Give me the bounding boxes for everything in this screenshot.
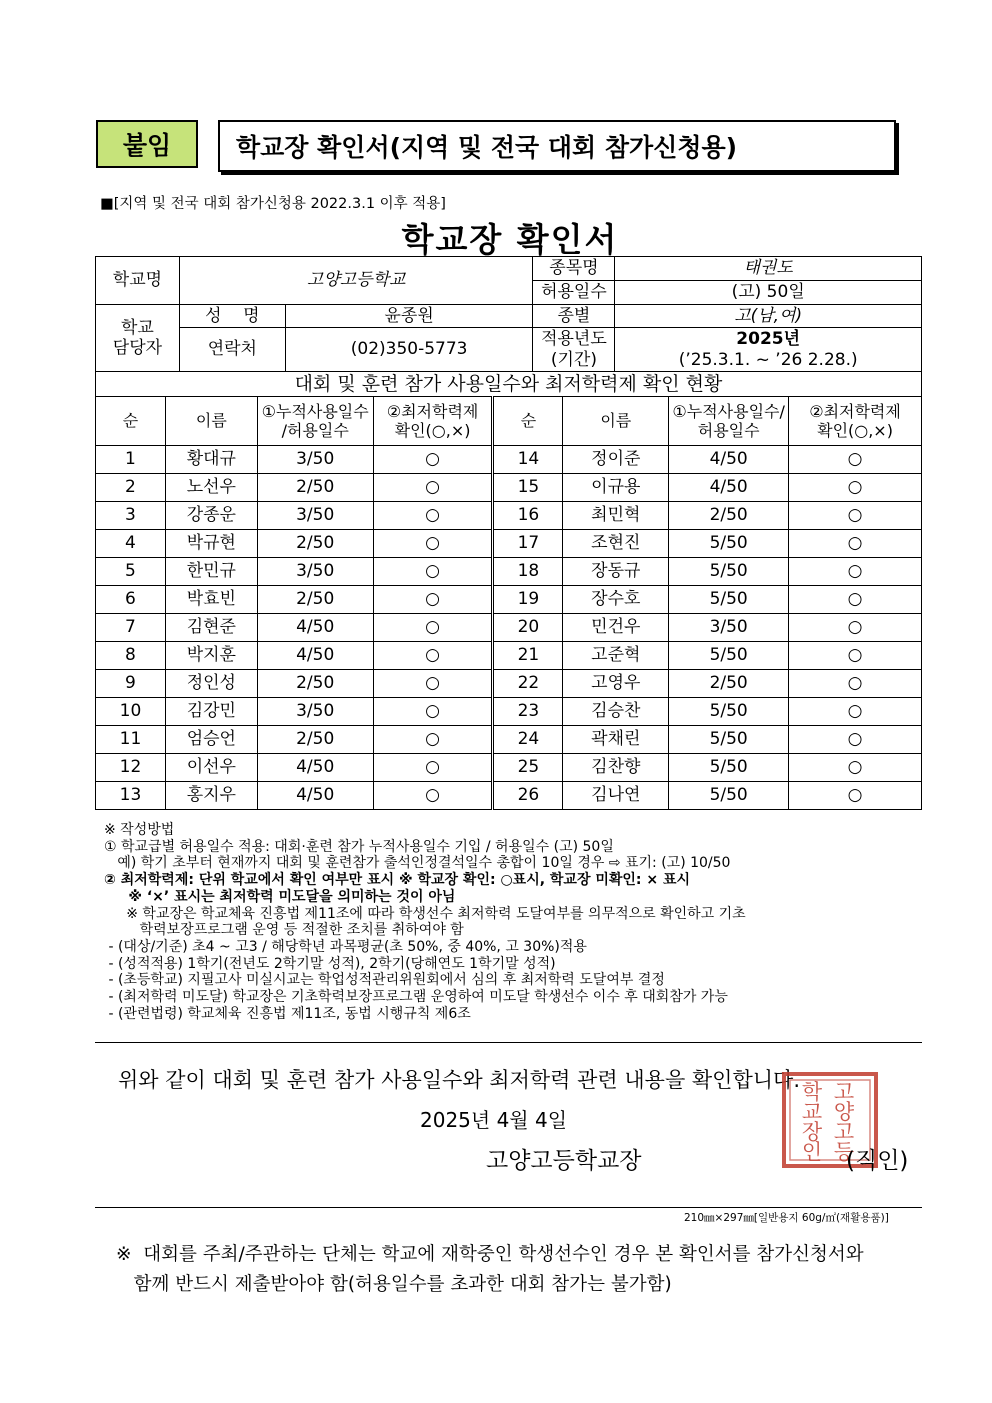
instructions-section	[104, 822, 934, 1022]
row-number: 7	[96, 614, 166, 642]
grade-check: ○	[789, 782, 922, 810]
grade-check: ○	[373, 698, 493, 726]
table-row	[96, 670, 922, 698]
days-used: 4/50	[669, 474, 789, 502]
instruction-line: ※ 작성방법	[104, 822, 175, 838]
instruction-line: - (관련법령) 학교체육 진흥법 제11조, 동법 시행규칙 제6조	[104, 1005, 471, 1022]
instruction-line: ① 학교급별 허용일수 적용: 대회·훈련 참가 누적사용일수 기입 / 허용일수 (고) 50일	[104, 838, 614, 855]
table-row	[96, 782, 922, 810]
col-name-right: 이름	[563, 397, 669, 446]
days-used: 4/50	[257, 642, 373, 670]
seal-character: 양	[833, 1100, 855, 1124]
row-number: 20	[493, 614, 563, 642]
applicability-note: ■[지역 및 전국 대회 참가신청용 2022.3.1 이후 적용]	[100, 196, 446, 212]
days-used: 3/50	[257, 446, 373, 474]
row-number: 11	[96, 726, 166, 754]
contact-label: 연락처	[179, 328, 285, 372]
student-name: 이선우	[165, 754, 257, 782]
table-row	[96, 530, 922, 558]
year-value: 2025년	[736, 329, 801, 350]
school-value: 고양고등학교	[179, 257, 533, 305]
student-name: 박규현	[165, 530, 257, 558]
table-row	[96, 726, 922, 754]
days-used: 2/50	[669, 502, 789, 530]
manager-label: 학교 담당자	[96, 305, 180, 372]
student-name: 정이준	[563, 446, 669, 474]
row-number: 1	[96, 446, 166, 474]
seal-character: 인	[801, 1140, 823, 1164]
grade-check: ○	[373, 726, 493, 754]
col-grade-right: ②최저학력제 확인(○,×)	[789, 397, 922, 446]
days-used: 4/50	[257, 782, 373, 810]
document-heading-box: 학교장 확인서(지역 및 전국 대회 참가신청용)	[218, 120, 896, 172]
footnote-line-2: 함께 반드시 제출받아야 함(허용일수를 초과한 대회 참가는 불가함)	[116, 1274, 672, 1295]
days-used: 2/50	[257, 530, 373, 558]
grade-check: ○	[373, 474, 493, 502]
row-number: 12	[96, 754, 166, 782]
table-row	[96, 474, 922, 502]
row-number: 26	[493, 782, 563, 810]
school-label: 학교명	[96, 257, 180, 305]
type-value: 고(남,여)	[615, 305, 922, 328]
grade-check: ○	[789, 670, 922, 698]
instruction-line: - (최저학력 미도달) 학교장은 기초학력보장프로그램 운영하여 미도달 학생선수 이수 후 대회참가 가능	[104, 989, 728, 1006]
row-number: 6	[96, 586, 166, 614]
row-number: 18	[493, 558, 563, 586]
grade-check: ○	[373, 642, 493, 670]
student-name: 박효빈	[165, 586, 257, 614]
days-used: 2/50	[257, 670, 373, 698]
col-grade-left: ②최저학력제 확인(○,×)	[373, 397, 493, 446]
table-title: 대회 및 훈련 참가 사용일수와 최저학력제 확인 현황	[95, 372, 922, 396]
days-used: 5/50	[669, 726, 789, 754]
row-number: 25	[493, 754, 563, 782]
student-name: 이규용	[563, 474, 669, 502]
table-row	[96, 754, 922, 782]
row-number: 17	[493, 530, 563, 558]
attachment-tag: 붙임	[96, 120, 198, 168]
row-number: 9	[96, 670, 166, 698]
student-name: 정인성	[165, 670, 257, 698]
grade-check: ○	[789, 614, 922, 642]
row-number: 14	[493, 446, 563, 474]
days-used: 5/50	[669, 698, 789, 726]
table-row	[96, 614, 922, 642]
row-number: 13	[96, 782, 166, 810]
table-row	[96, 502, 922, 530]
grade-check: ○	[373, 754, 493, 782]
seal-character: 학	[801, 1080, 823, 1104]
student-name: 한민규	[165, 558, 257, 586]
grade-check: ○	[373, 502, 493, 530]
days-used: 4/50	[669, 446, 789, 474]
student-name: 김강민	[165, 698, 257, 726]
row-number: 15	[493, 474, 563, 502]
divider-bottom	[95, 1207, 922, 1208]
grade-check: ○	[373, 530, 493, 558]
days-used: 3/50	[257, 502, 373, 530]
seal-character: 고	[833, 1080, 855, 1104]
student-name: 황대규	[165, 446, 257, 474]
days-used: 5/50	[669, 586, 789, 614]
student-name: 고준혁	[563, 642, 669, 670]
days-used: 2/50	[669, 670, 789, 698]
days-used: 5/50	[669, 782, 789, 810]
name-label: 성 명	[179, 305, 285, 328]
grade-check: ○	[373, 614, 493, 642]
grade-check: ○	[789, 642, 922, 670]
days-used: 2/50	[257, 586, 373, 614]
grade-check: ○	[789, 502, 922, 530]
instruction-line: ② 최저학력제: 단위 학교에서 확인 여부만 표시 ※ 학교장 확인: ○표시, 학교장 미확인: × 표시	[104, 872, 691, 889]
type-label: 종별	[533, 305, 615, 328]
col-no-left: 순	[96, 397, 166, 446]
row-number: 16	[493, 502, 563, 530]
row-number: 2	[96, 474, 166, 502]
table-row	[96, 642, 922, 670]
seal-character: 장	[801, 1120, 823, 1144]
row-number: 24	[493, 726, 563, 754]
event-value: 태권도	[615, 257, 922, 281]
seal-label: (직인)	[846, 1148, 909, 1174]
grade-check: ○	[373, 782, 493, 810]
seal-character: 고	[833, 1120, 855, 1144]
days-used: 5/50	[669, 754, 789, 782]
contact-value: (02)350-5773	[285, 328, 533, 372]
confirmation-date: 2025년 4월 4일	[420, 1108, 568, 1132]
instruction-line: 예) 학기 초부터 현재까지 대회 및 훈련참가 출석인정결석일수 총합이 10일 경우 ⇨ 표기: (고) 10/50	[104, 855, 731, 872]
divider	[95, 1042, 922, 1043]
instruction-line: 학력보장프로그램 운영 등 적절한 조치를 취하여야 함	[104, 922, 464, 939]
row-number: 22	[493, 670, 563, 698]
period-label: (기간)	[550, 349, 597, 370]
row-number: 10	[96, 698, 166, 726]
table-row	[96, 558, 922, 586]
days-used: 5/50	[669, 558, 789, 586]
paper-spec: 210㎜×297㎜[일반용지 60g/㎡(재활용품)]	[684, 1212, 889, 1224]
row-number: 19	[493, 586, 563, 614]
student-name: 민건우	[563, 614, 669, 642]
instruction-line: - (대상/기준) 초4 ~ 고3 / 해당학년 과목평균(초 50%, 중 40%, 고 30%)적용	[104, 938, 587, 955]
grade-check: ○	[373, 670, 493, 698]
days-used: 5/50	[669, 530, 789, 558]
allowed-value: (고) 50일	[615, 281, 922, 305]
instruction-line: ※ ‘×’ 표시는 최저학력 미도달을 의미하는 것이 아님	[104, 888, 456, 905]
footnote-line-1: ※ 대회를 주최/주관하는 단체는 학교에 재학중인 학생선수인 경우 본 확인서를 참가신청서와	[116, 1244, 864, 1265]
allowed-label: 허용일수	[533, 281, 615, 305]
grade-check: ○	[789, 446, 922, 474]
student-name: 박지훈	[165, 642, 257, 670]
row-number: 5	[96, 558, 166, 586]
grade-check: ○	[373, 446, 493, 474]
seal-character: 등	[833, 1140, 855, 1164]
instruction-line: - (성적적용) 1학기(전년도 2학기말 성적), 2학기(당해연도 1학기말 성적)	[104, 955, 556, 972]
student-name: 노선우	[165, 474, 257, 502]
principal-name: 고양고등학교장	[486, 1148, 642, 1174]
row-number: 23	[493, 698, 563, 726]
grade-check: ○	[789, 726, 922, 754]
instruction-line: - (초등학교) 지필고사 미실시교는 학업성적관리위원회에서 심의 후 최저학력 도달여부 결정	[104, 972, 665, 989]
row-number: 21	[493, 642, 563, 670]
days-used: 3/50	[257, 558, 373, 586]
student-name: 조현진	[563, 530, 669, 558]
grade-check: ○	[789, 698, 922, 726]
grade-check: ○	[373, 586, 493, 614]
student-name: 김나연	[563, 782, 669, 810]
grade-check: ○	[373, 558, 493, 586]
col-no-right: 순	[493, 397, 563, 446]
student-name: 장동규	[563, 558, 669, 586]
days-used: 5/50	[669, 642, 789, 670]
student-name: 김찬향	[563, 754, 669, 782]
row-number: 3	[96, 502, 166, 530]
days-used: 4/50	[257, 614, 373, 642]
grade-check: ○	[789, 474, 922, 502]
student-name: 고영우	[563, 670, 669, 698]
grade-check: ○	[789, 586, 922, 614]
school-info-table	[95, 256, 922, 372]
footnote	[116, 1240, 864, 1300]
student-name: 최민혁	[563, 502, 669, 530]
row-number: 4	[96, 530, 166, 558]
grade-check: ○	[789, 530, 922, 558]
student-name: 김현준	[165, 614, 257, 642]
instruction-line: ※ 학교장은 학교체육 진흥법 제11조에 따라 학생선수 최저학력 도달여부를 의무적으로 확인하고 기초	[104, 905, 746, 922]
year-label: 적용년도	[541, 329, 607, 350]
student-table	[95, 396, 922, 810]
grade-check: ○	[789, 754, 922, 782]
row-number: 8	[96, 642, 166, 670]
col-days-right: ①누적사용일수/ 허용일수	[669, 397, 789, 446]
student-name: 김승찬	[563, 698, 669, 726]
confirmation-text: 위와 같이 대회 및 훈련 참가 사용일수와 최저학력 관련 내용을 확인합니다.	[118, 1068, 801, 1092]
days-used: 2/50	[257, 726, 373, 754]
year-cell	[533, 328, 615, 372]
table-row	[96, 586, 922, 614]
student-name: 장수호	[563, 586, 669, 614]
days-used: 3/50	[257, 698, 373, 726]
seal-character: 교	[801, 1100, 823, 1124]
student-name: 홍지우	[165, 782, 257, 810]
student-name: 강종운	[165, 502, 257, 530]
student-name: 곽채린	[563, 726, 669, 754]
days-used: 4/50	[257, 754, 373, 782]
student-name: 엄승언	[165, 726, 257, 754]
grade-check: ○	[789, 558, 922, 586]
days-used: 3/50	[669, 614, 789, 642]
period-value: (’25.3.1. ~ ’26 2.28.)	[678, 349, 858, 370]
table-row	[96, 698, 922, 726]
col-name-left: 이름	[165, 397, 257, 446]
year-period-cell	[615, 328, 922, 372]
col-days-left: ①누적사용일수 /허용일수	[257, 397, 373, 446]
table-row	[96, 446, 922, 474]
days-used: 2/50	[257, 474, 373, 502]
name-value: 윤종원	[285, 305, 533, 328]
event-label: 종목명	[533, 257, 615, 281]
page-title: 학교장 확인서	[401, 220, 619, 259]
